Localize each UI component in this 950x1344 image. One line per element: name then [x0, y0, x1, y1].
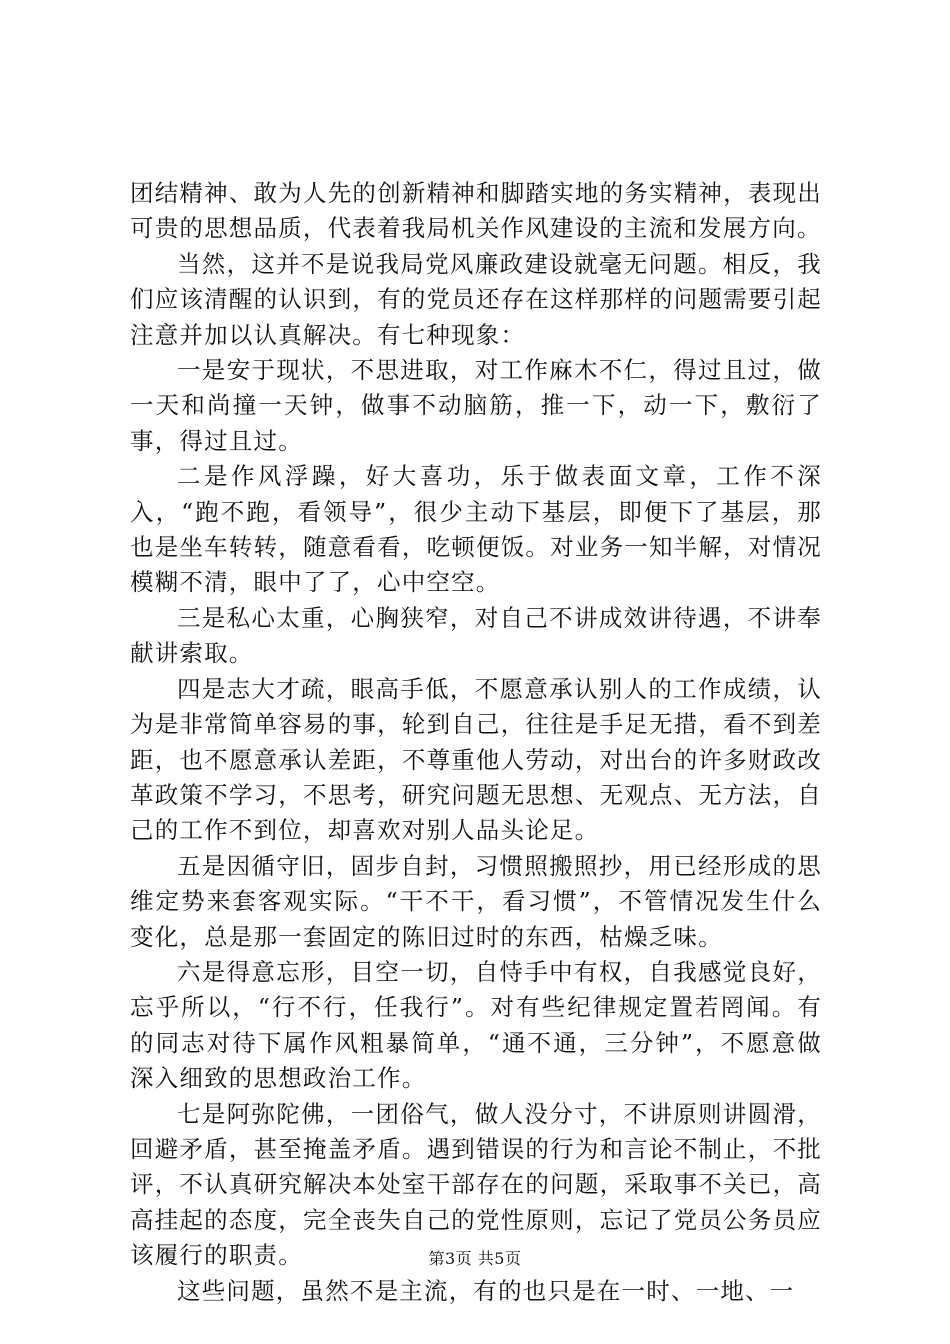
paragraph-point-3: 三是私心太重，心胸狭窄，对自己不讲成效讲待遇，不讲奉献讲索取。	[130, 603, 822, 668]
paragraph-point-6: 六是得意忘形，目空一切，自恃手中有权，自我感觉良好，忘乎所以，“行不行，任我行”。对有些纪律规定置若罔闻。有的同志对待下属作风粗暴简单，“通不通，三分钟”，不愿意做深入细致的思想政治工作。	[130, 957, 822, 1093]
paragraph-intro-problems: 当然，这并不是说我局党风廉政建设就毫无问题。相反，我们应该清醒的认识到，有的党员还存在这样那样的问题需要引起注意并加以认真解决。有七种现象：	[130, 249, 822, 349]
paragraph-point-1: 一是安于现状，不思进取，对工作麻木不仁，得过且过，做一天和尚撞一天钟，做事不动脑筋，推一下，动一下，敷衍了事，得过且过。	[130, 356, 822, 455]
paragraph-point-7: 七是阿弥陀佛，一团俗气，做人没分寸，不讲原则讲圆滑，回避矛盾，甚至掩盖矛盾。遇到错误的行为和言论不制止，不批评，不认真研究解决本处室干部存在的问题，采取事不关已，高高挂起的态度，完全丧失自己的党性原则，忘记了党员公务员应该履行的职责。	[130, 1099, 822, 1270]
document-body	[130, 176, 822, 1309]
paragraph-point-2: 二是作风浮躁，好大喜功，乐于做表面文章，工作不深入，“跑不跑，看领导”，很少主动下基层，即便下了基层，那也是坐车转转，随意看看，吃顿便饭。对业务一知半解，对情况模糊不清，眼中了了，心中空空。	[130, 462, 822, 597]
paragraph-point-4: 四是志大才疏，眼高手低，不愿意承认别人的工作成绩，认为是非常简单容易的事，轮到自己，往往是手足无措，看不到差距，也不愿意承认差距，不尊重他人劳动，对出台的许多财政改革政策不学习，不思考，研究问题无思想、无观点、无方法，自己的工作不到位，却喜欢对别人品头论足。	[130, 674, 822, 845]
paragraph-point-5: 五是因循守旧，固步自封，习惯照搬照抄，用已经形成的思维定势来套客观实际。“干不干，看习惯”，不管情况发生什么变化，总是那一套固定的陈旧过时的东西，枯燥乏味。	[130, 851, 822, 951]
paragraph-conclusion: 这些问题，虽然不是主流，有的也只是在一时、一地、一	[177, 1276, 795, 1305]
page-number-footer: 第3页 共5页	[428, 1249, 522, 1268]
paragraph-continuation: 团结精神、敢为人先的创新精神和脚踏实地的务实精神，表现出可贵的思想品质，代表着我局机关作风建设的主流和发展方向。	[130, 179, 822, 243]
